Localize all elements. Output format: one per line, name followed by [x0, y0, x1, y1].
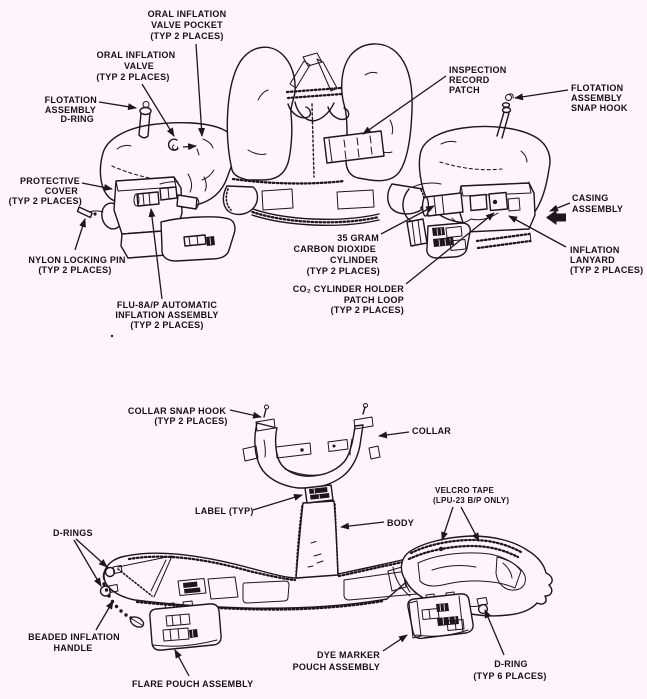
co2-cylinder-drawing [426, 193, 463, 216]
stowed-collar-lobes [227, 44, 412, 181]
label-line: 35 GRAM [337, 233, 379, 243]
label-dye-marker-pouch-assembly [293, 650, 381, 672]
label-co2-cylinder-holder-patch-loop [293, 284, 405, 315]
label-flare-pouch-assembly: FLARE POUCH ASSEMBLY [132, 679, 254, 689]
flare-pouch [150, 601, 221, 650]
leader-nylon-locking-pin [75, 219, 85, 250]
label-line: ASSEMBLY [44, 105, 96, 115]
leader-d-rings-lower [74, 540, 101, 586]
collar-drawing [243, 404, 380, 504]
label-line: INFLATION ASSEMBLY [115, 310, 219, 320]
leader-oral-inflation-valve-pocket [196, 44, 202, 136]
leader-d-ring-typ6 [485, 610, 504, 655]
label-oral-inflation-valve-pocket [148, 9, 227, 41]
label-line: CASING [572, 193, 609, 203]
label-line: (TYP 2 PLACES) [306, 266, 380, 276]
label-line: CO₂ CYLINDER HOLDER [292, 284, 404, 294]
leader-collar [379, 432, 409, 436]
label-line: (TYP 6 PLACES) [473, 671, 547, 681]
label-line: (TYP 2 PLACES) [150, 31, 224, 41]
label-line: D-RING [494, 659, 528, 669]
leader-collar-snap-hook [230, 410, 261, 417]
label-velcro-tape [433, 486, 509, 505]
label-line: FLU-8A/P AUTOMATIC [116, 300, 218, 310]
label-line: (TYP 2 PLACES) [570, 265, 644, 275]
label-line: ASSEMBLY [572, 204, 624, 214]
leader-velcro-tape-left [442, 507, 453, 540]
leader-dye-marker-pouch-assembly [383, 635, 407, 651]
label-flotation-assembly-snap-hook [571, 83, 628, 113]
label-d-ring-typ6 [473, 659, 546, 681]
leader-body [341, 522, 384, 527]
label-nylon-locking-pin [28, 255, 125, 275]
label-line: BEADED INFLATION [28, 632, 120, 642]
label-line: CYLINDER [329, 255, 378, 265]
stray-print-dot [111, 335, 113, 337]
label-line: VALVE POCKET [151, 20, 223, 30]
label-line: COLLAR SNAP HOOK [127, 406, 227, 416]
label-flu-8ap-automatic-inflation-assembly [115, 300, 218, 330]
label-line: ORAL INFLATION [96, 50, 176, 60]
label-line: (TYP 2 PLACES) [8, 196, 82, 206]
label-flotation-assembly-d-ring [45, 95, 97, 124]
label-line: (TYP 2 PLACES) [330, 305, 404, 315]
label-line: LANYARD [570, 255, 615, 265]
body-strap [296, 501, 338, 578]
leader-beaded-inflation-handle [96, 601, 113, 630]
label-line: PATCH LOOP [343, 295, 404, 305]
leader-casing-assembly [550, 203, 570, 211]
label-collar: COLLAR [412, 426, 451, 436]
label-body: BODY [387, 518, 415, 528]
label-protective-cover [9, 176, 82, 206]
label-casing-assembly [572, 193, 623, 214]
leader-flotation-assembly-d-ring [99, 102, 136, 108]
label-co2-cylinder [293, 233, 380, 276]
label-line: D-RING [60, 114, 94, 124]
label-line: ASSEMBLY [571, 93, 623, 103]
label-line: VALVE [124, 61, 154, 71]
leader-flotation-assembly-snap-hook [515, 90, 568, 98]
waist-strap [223, 179, 426, 225]
label-line: COVER [44, 186, 78, 196]
dye-marker-pouch [408, 594, 473, 639]
waistband [103, 553, 421, 609]
label-plate [305, 485, 333, 503]
label-line: RECORD [449, 75, 490, 85]
label-line: NYLON LOCKING PIN [28, 255, 126, 265]
label-line: FLOTATION [571, 83, 624, 93]
casing-assembly-arrow [546, 210, 566, 225]
label-collar-snap-hook [128, 406, 228, 426]
label-inflation-lanyard [570, 245, 643, 275]
label-line: POUCH ASSEMBLY [292, 662, 380, 672]
label-line: (TYP 2 PLACES) [154, 416, 228, 426]
label-line: PROTECTIVE [19, 176, 80, 186]
label-line: VELCRO TAPE [435, 486, 495, 495]
leader-d-rings-upper [76, 539, 107, 567]
label-line: (TYP 2 PLACES) [38, 265, 112, 275]
label-line: SNAP HOOK [571, 103, 628, 113]
label-d-rings: D-RINGS [53, 528, 93, 538]
label-oral-inflation-valve [96, 50, 175, 82]
leader-flare-pouch-assembly [175, 650, 189, 676]
label-line: ORAL INFLATION [147, 9, 227, 19]
label-line: CARBON DIOXIDE [293, 244, 376, 254]
label-line: FLOTATION [44, 95, 97, 105]
label-label-typ: LABEL (TYP) [195, 506, 254, 516]
label-line: (LPU-23 B/P ONLY) [433, 496, 510, 505]
label-line: DYE MARKER [316, 650, 380, 660]
label-inspection-record-patch [449, 65, 507, 95]
label-beaded-inflation-handle [28, 632, 120, 653]
label-line: INSPECTION [449, 65, 507, 75]
label-line: (TYP 2 PLACES) [96, 72, 170, 82]
figure-bottom [101, 404, 553, 651]
label-line: HANDLE [53, 643, 93, 653]
label-line: INFLATION [570, 245, 620, 255]
flu-8ap-inflation-assembly-drawing [137, 192, 159, 206]
nylon-locking-pin-drawing [78, 207, 93, 218]
label-line: PATCH [449, 85, 480, 95]
leader-label-typ [253, 495, 302, 510]
label-line: (TYP 2 PLACES) [130, 320, 204, 330]
